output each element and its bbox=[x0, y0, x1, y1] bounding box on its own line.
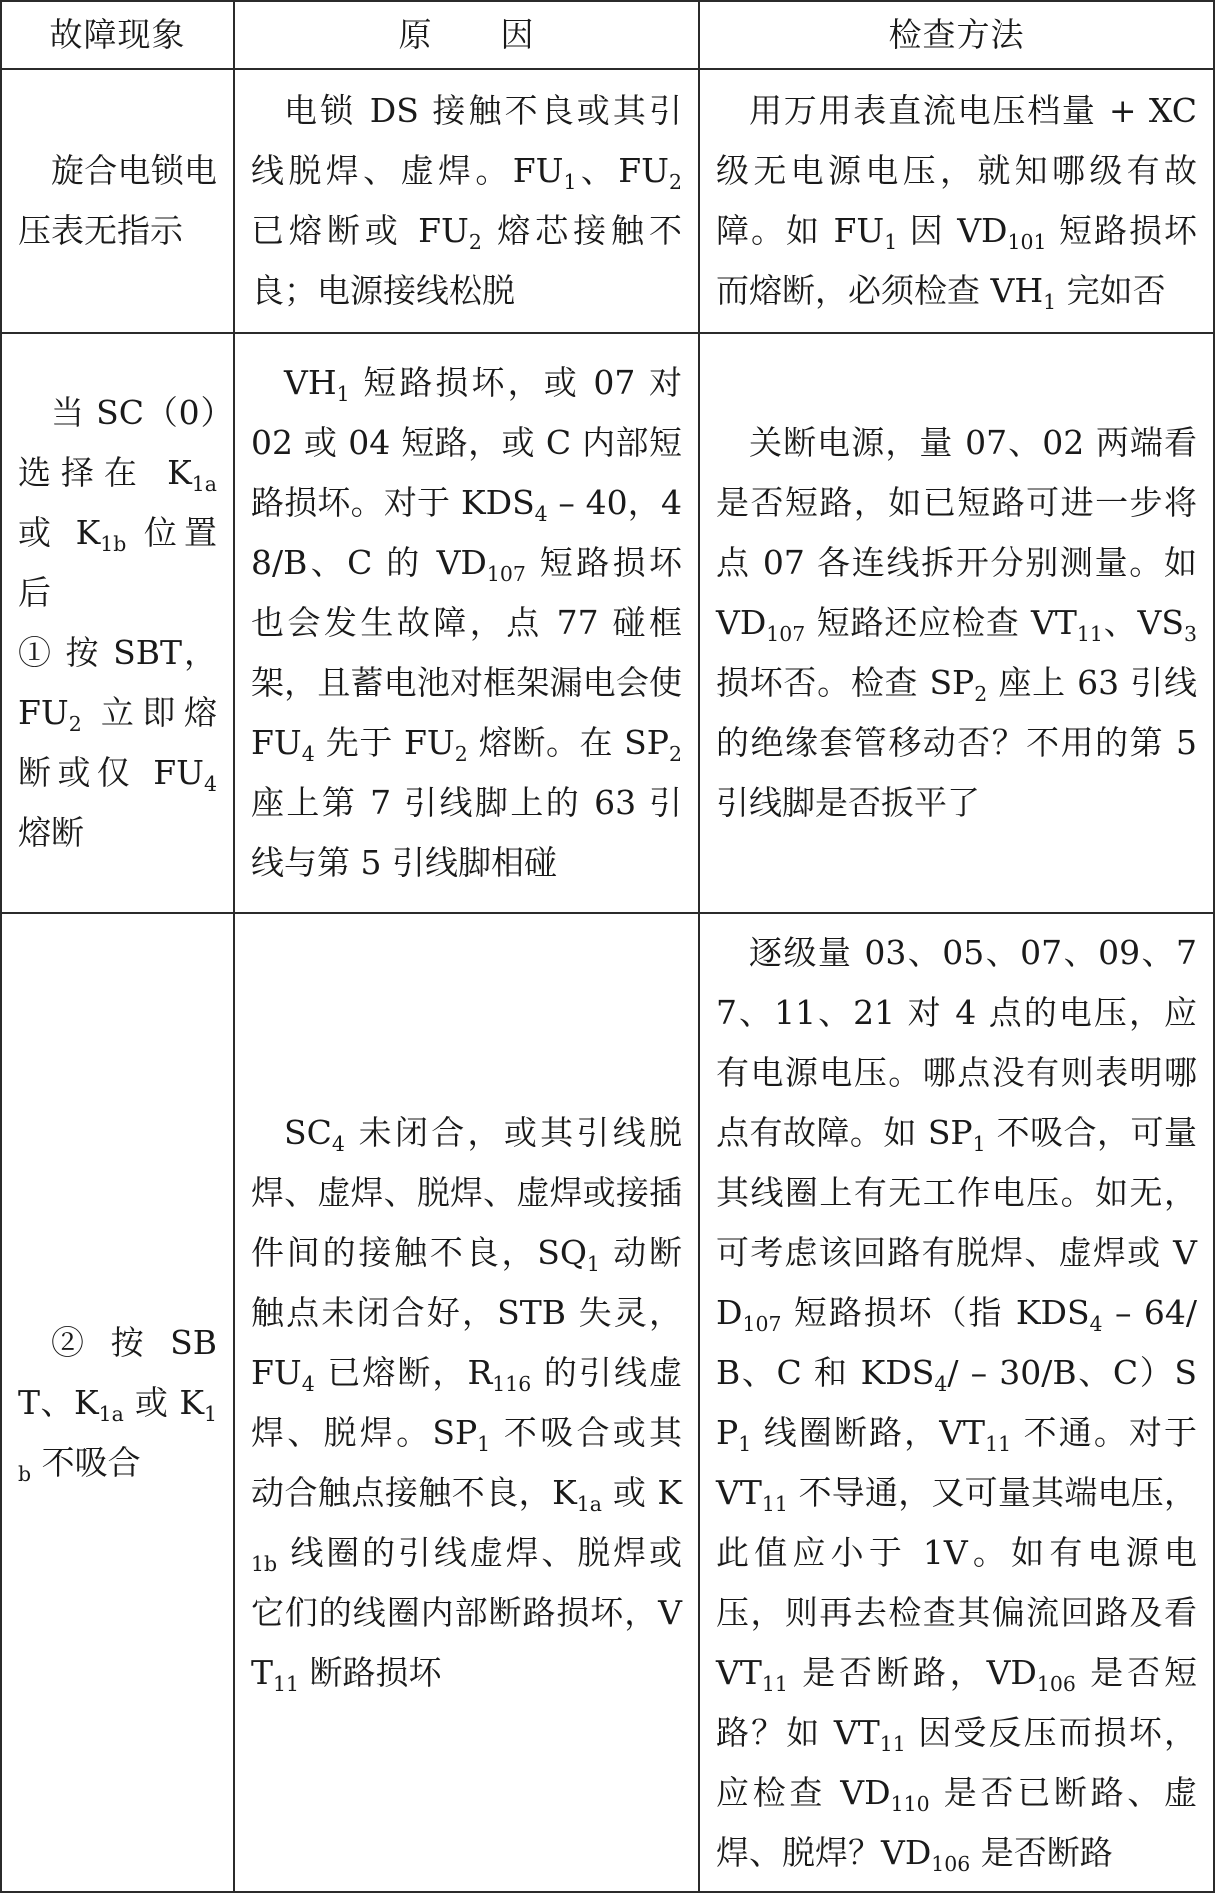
cause-cell bbox=[234, 69, 699, 333]
text-run: 先于 FU bbox=[314, 723, 455, 762]
cause-text bbox=[251, 353, 682, 893]
subscript: 1 bbox=[336, 382, 350, 407]
text-run: 短路还应检查 VT bbox=[805, 603, 1077, 642]
cause-cell bbox=[234, 913, 699, 1892]
text-run: 、VS bbox=[1102, 603, 1184, 642]
text-run: / – 30/B、C）SP bbox=[716, 1352, 1197, 1452]
text-run: 线圈断路，VT bbox=[751, 1412, 986, 1452]
text-run: 电锁 DS 接触不良或其引线脱焊、虚焊。FU bbox=[251, 91, 682, 190]
header-symptom: 故障现象 bbox=[1, 1, 234, 69]
subscript: 11 bbox=[879, 1731, 906, 1756]
subscript: 3 bbox=[1183, 622, 1197, 647]
subscript: 1 bbox=[1043, 290, 1057, 315]
text-run: 不导通，又可量其端电压，此值应小于 1V。如有电源电压，则再去检查其偏流回路及看 VT bbox=[716, 1472, 1197, 1692]
text-run: 线圈的引线虚焊、脱焊或它们的线圈内部断路损坏，VT bbox=[251, 1532, 682, 1692]
symptom-text bbox=[18, 1313, 217, 1493]
table-header-row bbox=[1, 1, 1214, 69]
text-run: 是否短路？如 VT bbox=[716, 1652, 1197, 1752]
text-run: 用万用表直流电压档量 + XC 级无电源电压，就知哪级有故障。如 FU bbox=[716, 91, 1197, 250]
text-run: 是否已断路、虚焊、脱焊？VD bbox=[716, 1772, 1198, 1872]
method-text bbox=[716, 923, 1197, 1883]
text-run: VH bbox=[284, 363, 337, 402]
subscript: 107 bbox=[486, 562, 526, 587]
subscript: 11 bbox=[985, 1431, 1012, 1456]
subscript: 2 bbox=[468, 230, 482, 255]
text-run: 因受反压而损坏，应检查 VD bbox=[716, 1712, 1197, 1812]
text-run: ② 按 SBT、K bbox=[18, 1322, 217, 1422]
subscript: 1 bbox=[738, 1431, 752, 1456]
method-text bbox=[716, 81, 1197, 321]
text-run: 完如否 bbox=[1056, 271, 1166, 310]
text-run: 断路损坏 bbox=[299, 1652, 442, 1692]
subscript: 1 bbox=[477, 1431, 491, 1456]
subscript: 4 bbox=[331, 1131, 345, 1156]
subscript: 107 bbox=[766, 622, 806, 647]
symptom-cell bbox=[1, 333, 234, 913]
text-run: 旋合电锁电压表无指示 bbox=[18, 151, 217, 250]
text-run: 不吸合 bbox=[31, 1442, 141, 1482]
table-row bbox=[1, 69, 1214, 333]
text-run: 座上第 7 引线脚上的 63 引线与第 5 引线脚相碰 bbox=[251, 783, 682, 882]
text-run: 熔断。在 SP bbox=[467, 723, 669, 762]
text-run: 短路损坏（指 KDS bbox=[781, 1292, 1090, 1332]
method-cell bbox=[699, 913, 1214, 1892]
text-run: 逐级量 03、05、07、09、77、11、21 对 4 点的电压，应有电源电压。哪点没有则表明哪点有故障。如 SP bbox=[716, 932, 1197, 1152]
text-run: – 40，48/B、C 的 VD bbox=[251, 483, 682, 582]
text-run: 未闭合，或其引线脱焊、虚焊、脱焊、虚焊或接插件间的接触不良，SQ bbox=[251, 1112, 682, 1272]
text-run: 损坏否。检查 SP bbox=[716, 663, 975, 702]
header-method: 检查方法 bbox=[699, 1, 1214, 69]
subscript: 4 bbox=[534, 502, 548, 527]
symptom-text bbox=[18, 383, 217, 863]
cause-text bbox=[251, 81, 682, 321]
subscript: 1a bbox=[191, 472, 217, 497]
subscript: 4 bbox=[301, 742, 315, 767]
subscript: 2 bbox=[668, 742, 682, 767]
subscript: 11 bbox=[1076, 622, 1103, 647]
subscript: 101 bbox=[1007, 230, 1047, 255]
subscript: 1 bbox=[972, 1131, 986, 1156]
text-run: SC bbox=[284, 1112, 332, 1152]
subscript: 2 bbox=[668, 170, 682, 195]
text-run: 不吸合，可量其线圈上有无工作电压。如无，可考虑该回路有脱焊、虚焊或 VD bbox=[716, 1112, 1197, 1332]
subscript: 1 bbox=[884, 230, 898, 255]
text-run: 或 K bbox=[18, 513, 101, 552]
text-run: 不吸合或其动合触点接触不良，K bbox=[251, 1412, 682, 1512]
text-run: 动断触点未闭合好，STB 失灵，FU bbox=[251, 1232, 682, 1392]
text-run: 座上 63 引线的绝缘套管移动否？不用的第 5 引线脚是否扳平了 bbox=[716, 663, 1197, 822]
header-cause: 原 因 bbox=[234, 1, 699, 69]
text-run: 因 VD bbox=[897, 211, 1008, 250]
method-cell bbox=[699, 69, 1214, 333]
subscript: 2 bbox=[454, 742, 468, 767]
subscript: 1a bbox=[98, 1401, 124, 1426]
text-run: 的引线虚焊、脱焊。SP bbox=[251, 1352, 682, 1452]
subscript: 1a bbox=[576, 1491, 602, 1516]
table-row bbox=[1, 913, 1214, 1892]
text-run: 是否断路，VD bbox=[787, 1652, 1037, 1692]
subscript: 116 bbox=[492, 1371, 532, 1396]
subscript: 1b bbox=[251, 1551, 278, 1576]
cause-text bbox=[251, 1103, 682, 1703]
subscript: 106 bbox=[1036, 1671, 1076, 1696]
subscript: 2 bbox=[68, 712, 82, 737]
text-run: 熔芯接触不良；电源接线松脱 bbox=[251, 211, 682, 310]
method-cell bbox=[699, 333, 1214, 913]
text-run: 或 K bbox=[123, 1382, 204, 1422]
subscript: 4 bbox=[934, 1371, 948, 1396]
subscript: 110 bbox=[890, 1791, 930, 1816]
text-run: 立即熔断或仅 FU bbox=[18, 693, 217, 792]
text-run: ① 按 SBT，FU bbox=[18, 633, 217, 732]
text-run: 短路损坏而熔断，必须检查 VH bbox=[716, 211, 1197, 310]
table-row bbox=[1, 333, 1214, 913]
subscript: 11 bbox=[273, 1671, 300, 1696]
subscript: 106 bbox=[931, 1851, 971, 1876]
subscript: 2 bbox=[974, 682, 988, 707]
subscript: 107 bbox=[742, 1311, 782, 1336]
subscript: 1b bbox=[18, 1401, 217, 1486]
symptom-cell bbox=[1, 913, 234, 1892]
text-run: 或 K bbox=[601, 1472, 682, 1512]
text-run: 、FU bbox=[576, 151, 669, 190]
subscript: 11 bbox=[761, 1671, 788, 1696]
subscript: 4 bbox=[203, 772, 217, 797]
text-run: 是否断路 bbox=[970, 1832, 1113, 1872]
text-run: 不通。对于 VT bbox=[716, 1412, 1197, 1512]
subscript: 1 bbox=[563, 170, 577, 195]
method-text bbox=[716, 413, 1197, 833]
text-run: 关断电源，量 07、02 两端看是否短路，如已短路可进一步将点 07 各连线拆开分别测量。如 VD bbox=[716, 423, 1197, 642]
text-run: – 64/B、C 和 KDS bbox=[716, 1292, 1197, 1392]
subscript: 4 bbox=[1089, 1311, 1103, 1336]
text-run: 位置后 bbox=[18, 513, 217, 612]
text-run: 短路损坏也会发生故障，点 77 碰框架，且蓄电池对框架漏电会使 FU bbox=[251, 543, 682, 762]
symptom-text bbox=[18, 141, 217, 261]
subscript: 4 bbox=[301, 1371, 315, 1396]
text-run: 已熔断或 FU bbox=[251, 211, 469, 250]
subscript: 11 bbox=[761, 1491, 788, 1516]
text-run: 熔断 bbox=[18, 813, 84, 852]
subscript: 1b bbox=[100, 532, 127, 557]
subscript: 1 bbox=[586, 1251, 600, 1276]
text-run: 短路损坏，或 07 对 02 或 04 短路，或 C 内部短路损坏。对于 KDS bbox=[251, 363, 682, 522]
text-run: 已熔断，R bbox=[314, 1352, 493, 1392]
text-run: 当 SC（0）选择在 K bbox=[18, 393, 217, 492]
cause-cell bbox=[234, 333, 699, 913]
symptom-cell bbox=[1, 69, 234, 333]
